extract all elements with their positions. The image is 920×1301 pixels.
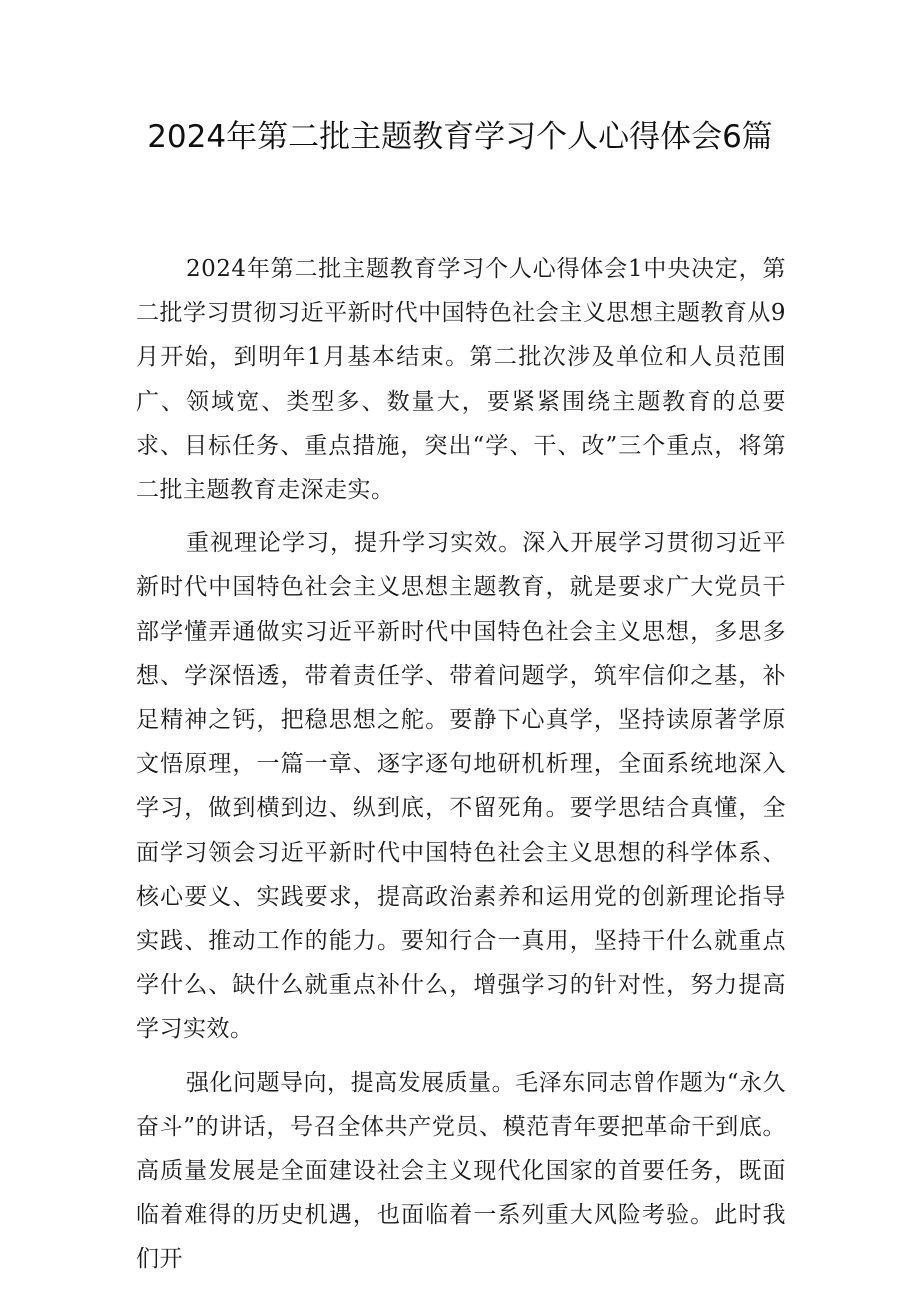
paragraph-3: 强化问题导向，提高发展质量。毛泽东同志曾作题为“永久奋斗”的讲话，号召全体共产党员、模范青年要把革命干到底。高质量发展是全面建设社会主义现代化国家的首要任务，既面临着难得的历史机遇，也面临着一系列重大风险考验。此时我们开 — [136, 1069, 786, 1273]
document-body — [136, 247, 786, 1291]
paragraph-2: 重视理论学习，提升学习实效。深入开展学习贯彻习近平新时代中国特色社会主义思想主题教育，就是要求广大党员干部学懂弄通做实习近平新时代中国特色社会主义思想，多思多想、学深悟透，带着责任学、带着问题学，筑牢信仰之基，补足精神之钙，把稳思想之舵。要静下心真学，坚持读原著学原文悟原理，一篇一章、逐字逐句地研机析理，全面系统地深入学习，做到横到边、纵到底，不留死角。要学思结合真懂，全面学习领会习近平新时代中国特色社会主义思想的科学体系、核心要义、实践要求，提高政治素养和运用党的创新理论指导实践、推动工作的能力。要知行合一真用，坚持干什么就重点学什么、缺什么就重点补什么，增强学习的针对性，努力提高学习实效。 — [136, 530, 786, 1043]
document-title: 2024年第二批主题教育学习个人心得体会6篇 — [147, 119, 773, 155]
paragraph-1: 2024年第二批主题教育学习个人心得体会1中央决定，第二批学习贯彻习近平新时代中国特色社会主义思想主题教育从9月开始，到明年1月基本结束。第二批次涉及单位和人员范围广、领域宽、类型多、数量大，要紧紧围绕主题教育的总要求、目标任务、重点措施，突出“学、干、改”三个重点，将第二批主题教育走深走实。 — [136, 256, 786, 504]
